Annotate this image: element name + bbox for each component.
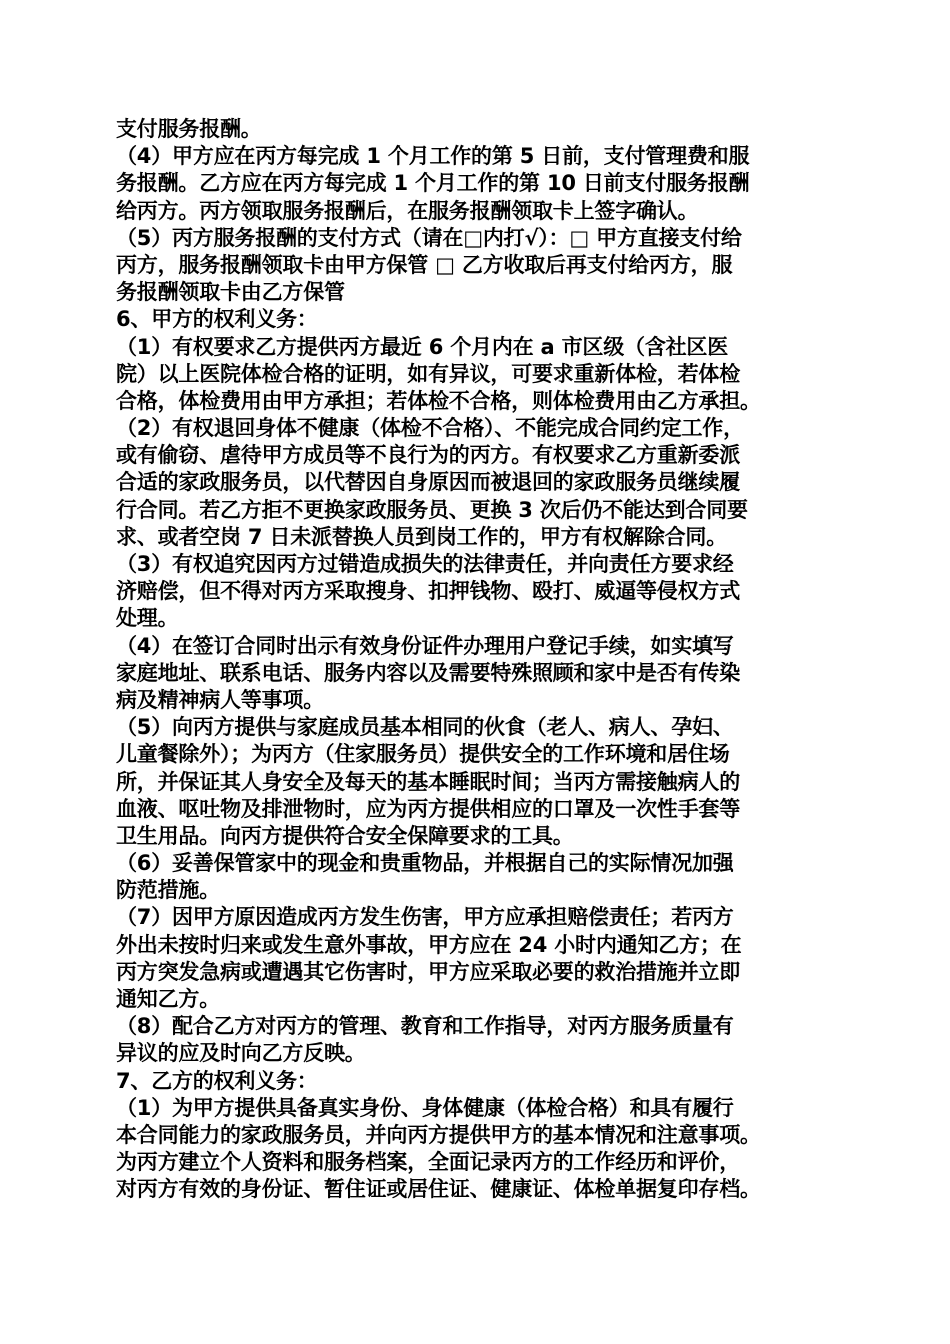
text-line: 本合同能力的家政服务员，并向丙方提供甲方的基本情况和注意事项。 [116, 1122, 761, 1147]
text-line: 务报酬。乙方应在丙方每完成 1 个月工作的第 10 日前支付服务报酬 [116, 171, 750, 196]
text-line: 丙方突发急病或遭遇其它伤害时，甲方应采取必要的救治措施并立即 [116, 959, 740, 984]
text-line: 血液、呕吐物及排泄物时，应为丙方提供相应的口罩及一次性手套等 [116, 796, 740, 821]
text-line: 行合同。若乙方拒不更换家政服务员、更换 3 次后仍不能达到合同要 [116, 497, 748, 522]
section-heading: 7、乙方的权利义务： [116, 1068, 318, 1093]
text-line: （7）因甲方原因造成丙方发生伤害，甲方应承担赔偿责任；若丙方 [116, 905, 734, 930]
text-line: 外出未按时归来或发生意外事故，甲方应在 24 小时内通知乙方；在 [116, 932, 742, 957]
text-line: 家庭地址、联系电话、服务内容以及需要特殊照顾和家中是否有传染 [116, 660, 740, 685]
text-line: 卫生用品。向丙方提供符合安全保障要求的工具。 [116, 823, 574, 848]
text-line: （6）妥善保管家中的现金和贵重物品，并根据自己的实际情况加强 [116, 851, 734, 876]
text-line: （4）在签订合同时出示有效身份证件办理用户登记手续，如实填写 [116, 633, 734, 658]
text-line: （1）为甲方提供具备真实身份、身体健康（体检合格）和具有履行 [116, 1095, 734, 1120]
text-line: 通知乙方。 [116, 987, 220, 1011]
text-line: 务报酬领取卡由乙方保管 [116, 280, 345, 305]
text-line: 为丙方建立个人资料和服务档案，全面记录丙方的工作经历和评价， [116, 1150, 740, 1175]
contract-page [116, 116, 844, 1204]
text-line: 求、或者空岗 7 日未派替换人员到岗工作的，甲方有权解除合同。 [116, 524, 728, 549]
text-line: （5）向丙方提供与家庭成员基本相同的伙食（老人、病人、孕妇、 [116, 715, 734, 740]
text-line: 院）以上医院体检合格的证明，如有异议，可要求重新体检，若体检 [116, 361, 740, 386]
text-line: 或有偷窃、虐待甲方成员等不良行为的丙方。有权要求乙方重新委派 [116, 443, 740, 468]
text-line: 对丙方有效的身份证、暂住证或居住证、健康证、体检单据复印存档。 [116, 1177, 761, 1202]
text-line: 丙方，服务报酬领取卡由甲方保管 □ 乙方收取后再支付给丙方，服 [116, 252, 733, 277]
text-line: （8）配合乙方对丙方的管理、教育和工作指导，对丙方服务质量有 [116, 1014, 734, 1039]
text-line: 防范措施。 [116, 878, 220, 903]
section-heading: 6、甲方的权利义务： [116, 307, 318, 332]
text-line: （5）丙方服务报酬的支付方式（请在□内打√）：□ 甲方直接支付给 [116, 225, 742, 250]
text-line: 异议的应及时向乙方反映。 [116, 1041, 366, 1066]
text-line: 儿童餐除外）；为丙方（住家服务员）提供安全的工作环境和居住场 [116, 742, 730, 767]
text-line: 支付服务报酬。 [116, 117, 262, 141]
text-line: 给丙方。丙方领取服务报酬后，在服务报酬领取卡上签字确认。 [116, 198, 699, 223]
text-line: 所，并保证其人身安全及每天的基本睡眠时间；当丙方需接触病人的 [116, 769, 740, 794]
text-line: 病及精神病人等事项。 [116, 687, 324, 712]
text-line: （2）有权退回身体不健康（体检不合格）、不能完成合同约定工作， [116, 416, 744, 441]
text-line: 合格，体检费用由甲方承担；若体检不合格，则体检费用由乙方承担。 [116, 388, 761, 413]
text-line: （4）甲方应在丙方每完成 1 个月工作的第 5 日前，支付管理费和服 [116, 144, 750, 169]
text-line: 济赔偿，但不得对丙方采取搜身、扣押钱物、殴打、威逼等侵权方式 [116, 579, 740, 604]
text-line: （1）有权要求乙方提供丙方最近 6 个月内在 a 市区级（含社区医 [116, 334, 729, 359]
text-line: 处理。 [116, 606, 179, 631]
text-line: （3）有权追究因丙方过错造成损失的法律责任，并向责任方要求经 [116, 552, 734, 576]
text-line: 合适的家政服务员，以代替因自身原因而被退回的家政服务员继续履 [116, 470, 740, 495]
